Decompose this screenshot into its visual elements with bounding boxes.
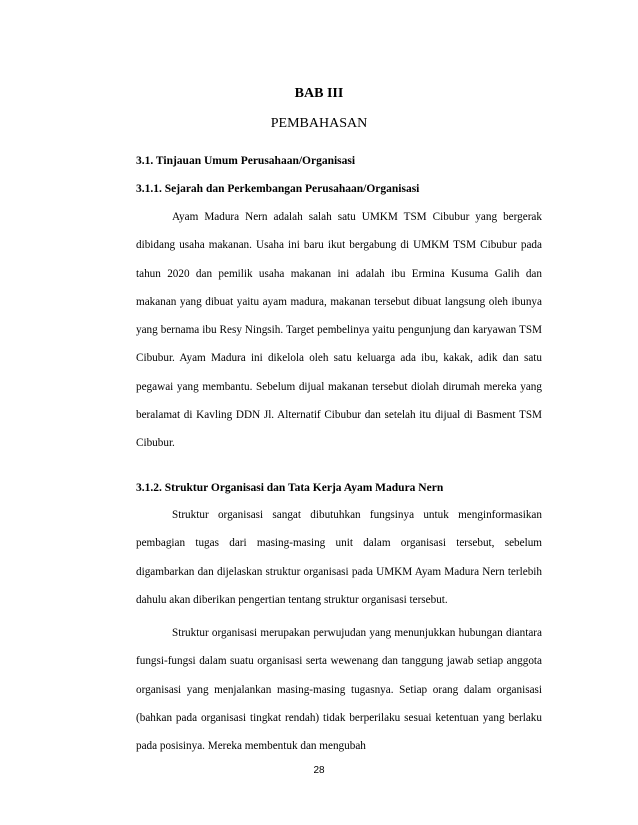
page-number: 28: [313, 765, 325, 776]
chapter-title: PEMBAHASAN: [270, 116, 368, 131]
section-heading-3-1: 3.1. Tinjauan Umum Perusahaan/Organisasi: [136, 155, 356, 167]
paragraph-structure-intro: Struktur organisasi sangat dibutuhkan fungsinya untuk menginformasikan pembagian tugas dari masing-masing unit dalam organisasi tersebut, sebelum digambarkan dan dijelaskan struktur organisasi pada UMKM Ayam Madura Nern terlebih dahulu akan diberikan pengertian tentang struktur organisasi tersebut.: [136, 509, 542, 606]
chapter-number: BAB III: [294, 86, 344, 101]
paragraph-structure-definition: Struktur organisasi merupakan perwujudan yang menunjukkan hubungan diantara fungsi-fungsi dalam suatu organisasi serta wewenang dan tanggung jawab setiap anggota organisasi yang menjalankan masing-masing tugasnya. Setiap orang dalam organisasi (bahkan pada organisasi tingkat rendah) tidak berperilaku sesuai ketentuan yang berlaku pada posisinya. Mereka membentuk dan mengubah: [136, 627, 542, 753]
paragraph-history: Ayam Madura Nern adalah salah satu UMKM TSM Cibubur yang bergerak dibidang usaha makanan. Usaha ini baru ikut bergabung di UMKM TSM Cibubur pada tahun 2020 dan pemilik usaha makanan ini adalah ibu Ermina Kusuma Galih dan makanan yang dibuat yaitu ayam madura, makanan tersebut dibuat langsung oleh ibunya yang bernama ibu Resy Ningsih. Target pembelinya yaitu pengunjung dan karyawan TSM Cibubur. Ayam Madura ini dikelola oleh satu keluarga ada ibu, kakak, adik dan satu pegawai yang membantu. Sebelum dijual makanan tersebut diolah dirumah mereka yang beralamat di Kavling DDN Jl. Alternatif Cibubur dan setelah itu dijual di Basment TSM Cibubur.: [136, 211, 542, 450]
section-heading-3-1-2: 3.1.2. Struktur Organisasi dan Tata Kerja Ayam Madura Nern: [136, 482, 444, 494]
section-heading-3-1-1: 3.1.1. Sejarah dan Perkembangan Perusahaan/Organisasi: [136, 183, 420, 195]
